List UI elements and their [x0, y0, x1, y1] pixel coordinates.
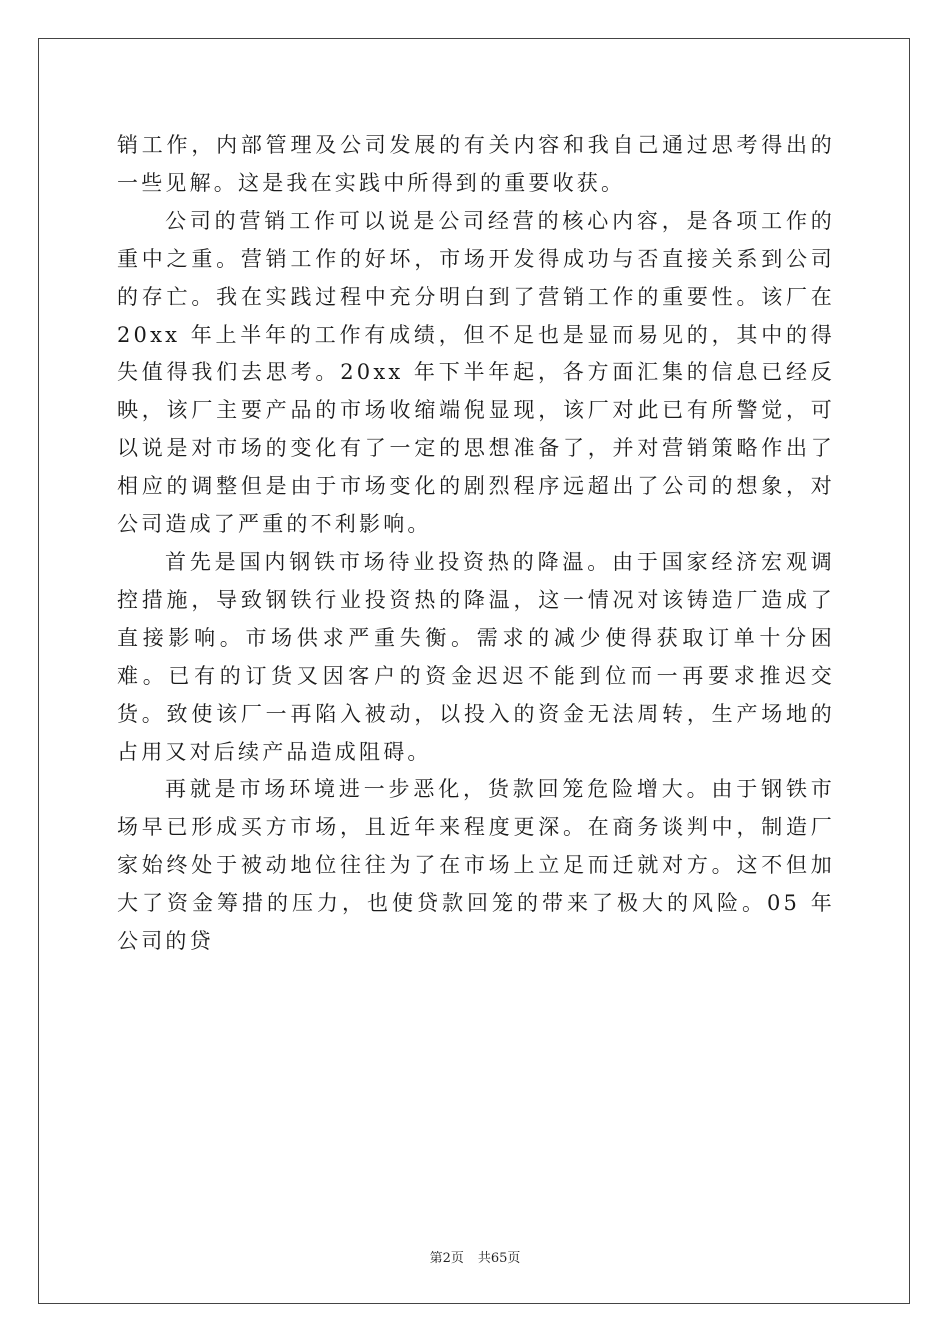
page-total: 共65页: [477, 1251, 521, 1266]
paragraph-3: 首先是国内钢铁市场待业投资热的降温。由于国家经济宏观调控措施，导致钢铁行业投资热的降温，这一情况对该铸造厂造成了直接影响。市场供求严重失衡。需求的减少使得获取订单十分困难。已有的订货又因客户的资金迟迟不能到位而一再要求推迟交货。致使该厂一再陷入被动，以投入的资金无法周转，生产场地的占用又对后续产品造成阻碍。: [117, 549, 835, 764]
document-body: [117, 127, 835, 961]
paragraph-1: 销工作，内部管理及公司发展的有关内容和我自己通过思考得出的一些见解。这是我在实践中所得到的重要收获。: [117, 133, 835, 195]
page-number: 第2页: [429, 1251, 464, 1266]
paragraph-4: 再就是市场环境进一步恶化，货款回笼危险增大。由于钢铁市场早已形成买方市场，且近年来程度更深。在商务谈判中，制造厂家始终处于被动地位往往为了在市场上立足而迁就对方。这不但加大了资金筹措的压力，也使贷款回笼的带来了极大的风险。05 年公司的贷: [117, 777, 835, 954]
page-footer: [0, 1247, 950, 1266]
paragraph-2: 公司的营销工作可以说是公司经营的核心内容，是各项工作的重中之重。营销工作的好坏，市场开发得成功与否直接关系到公司的存亡。我在实践过程中充分明白到了营销工作的重要性。该厂在 20xx 年上半年的工作有成绩，但不足也是显而易见的，其中的得失值得我们去思考。20xx 年下半年起，各方面汇集的信息已经反映，该厂主要产品的市场收缩端倪显现，该厂对此已有所警觉，可以说是对市场的变化有了一定的思想准备了，并对营销策略作出了相应的调整但是由于市场变化的剧烈程序远超出了公司的想象，对公司造成了严重的不利影响。: [117, 208, 835, 537]
